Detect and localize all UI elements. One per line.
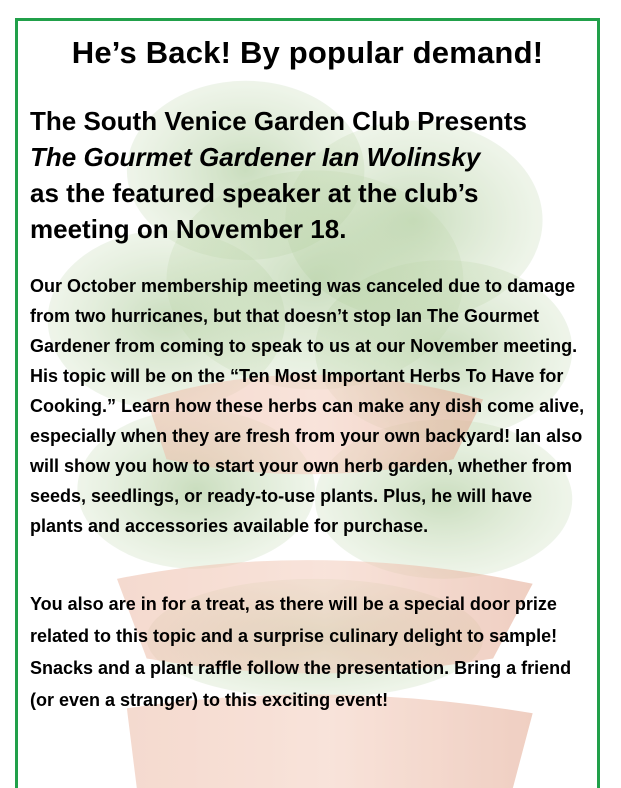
meeting-date-line: meeting on November 18. bbox=[30, 214, 347, 244]
headline: He’s Back! By popular demand! bbox=[71, 35, 544, 70]
featured-line: as the featured speaker at the club’s bbox=[30, 178, 479, 208]
flyer bbox=[15, 18, 600, 788]
body-paragraph-2: You also are in for a treat, as there will be a special door prize related to this topic and a surprise culinary delight to sample! Snacks and a plant raffle follow the presentation. Bring a friend (or even a stranger) to this exciting event! bbox=[30, 594, 572, 710]
body-paragraph-1: Our October membership meeting was canceled due to damage from two hurricanes, but that doesn’t stop Ian The Gourmet Gardener from coming to speak to us at our November meeting. His topic will be on the “Ten Most Important Herbs To Have for Cooking.” Learn how these herbs can make any dish come alive, especially when they are fresh from your own backyard! Ian also will show you how to start your own herb garden, whether from seeds, seedlings, or ready-to-use plants. Plus, he will have plants and accessories available for purchase. bbox=[30, 276, 585, 536]
speaker-announcement bbox=[30, 103, 590, 247]
presents-line: The South Venice Garden Club Presents bbox=[30, 106, 528, 136]
speaker-name: The Gourmet Gardener Ian Wolinsky bbox=[30, 142, 481, 172]
